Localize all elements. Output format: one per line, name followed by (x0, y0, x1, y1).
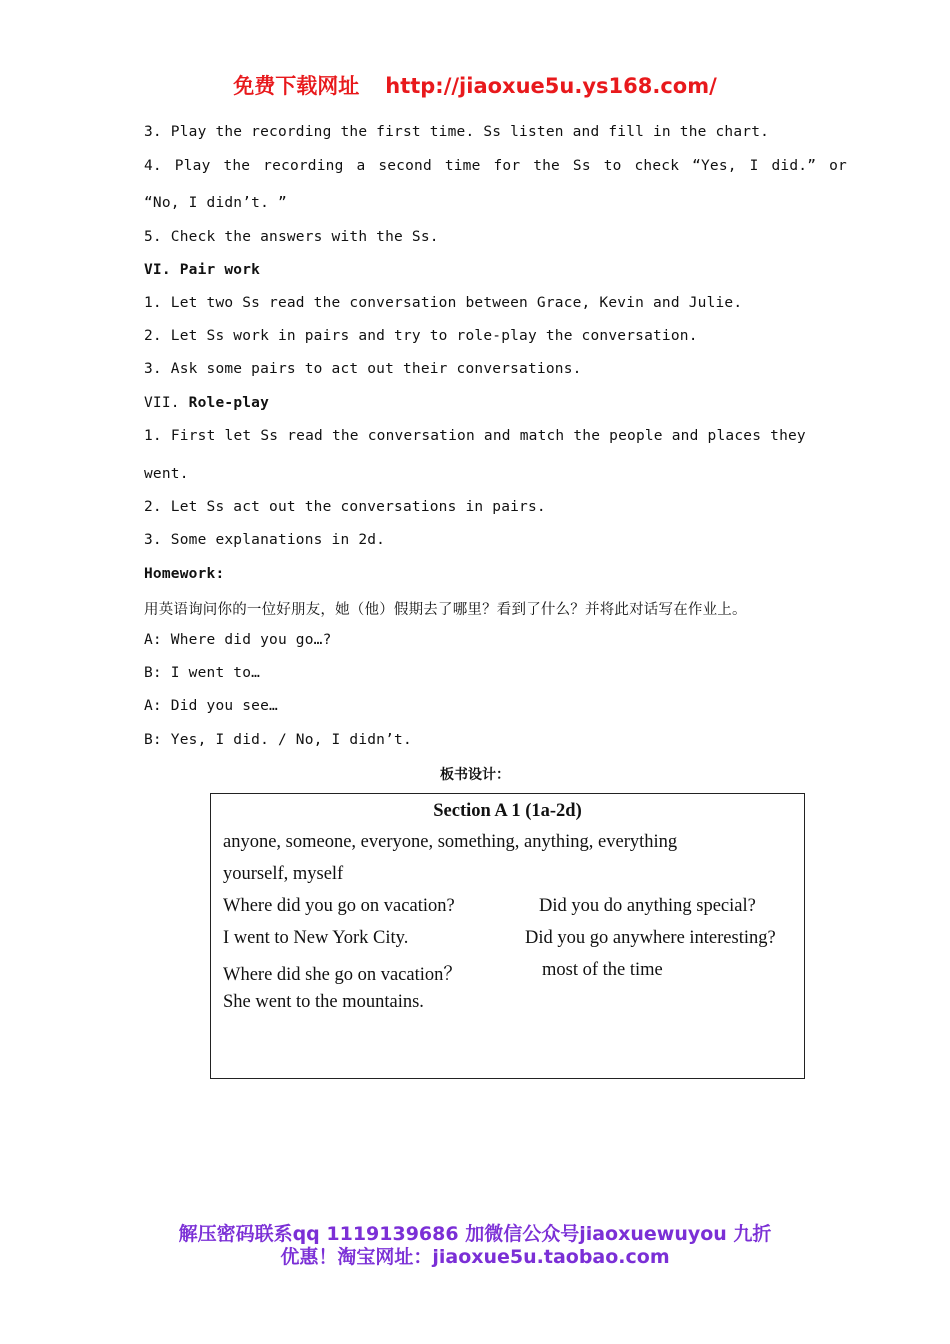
board-left-1: anyone, someone, everyone, something, anything, everything (223, 832, 678, 852)
step-4: 4. Play the recording a second time for the Ss to check “Yes, I did.” or (144, 158, 847, 174)
section-7-item-1 (144, 428, 806, 444)
board-box (210, 793, 805, 1079)
section-7-numeral: VII. (144, 395, 180, 411)
board-left-3: Where did you go on vacation? (223, 896, 455, 916)
header-label: 免费下载网址 (233, 74, 360, 98)
word: they (770, 428, 806, 444)
header-url-link[interactable]: http://jiaoxue5u.ys168.com/ (385, 74, 717, 98)
board-left-4: I went to New York City. (223, 928, 409, 948)
board-right-1: Did you do anything special? (539, 896, 756, 916)
step-5: 5. Check the answers with the Ss. (144, 229, 439, 245)
word: and (671, 428, 699, 444)
word: First (170, 428, 216, 444)
board-heading: 板书设计： (440, 767, 510, 783)
board-right-2: Did you go anywhere interesting? (525, 928, 776, 948)
homework-instruction: 用英语询问你的一位好朋友，她（他）假期去了哪里？看到了什么？并将此对话写在作业上。 (144, 602, 747, 618)
word: conversation (367, 428, 475, 444)
homework-title: Homework: (144, 566, 225, 582)
footer-line-2: 优惠！淘宝网址：jiaoxue5u.taobao.com (280, 1246, 670, 1268)
section-7-item-2: 2. Let Ss act out the conversations in pairs. (144, 499, 546, 515)
word: let (224, 428, 252, 444)
word: places (707, 428, 762, 444)
dialogue-line-1: A: Where did you go…? (144, 632, 332, 648)
board-left-6: She went to the mountains. (223, 992, 424, 1012)
word: people (609, 428, 663, 444)
word: read (287, 428, 323, 444)
footer-line-1: 解压密码联系qq 1119139686 加微信公众号jiaoxuewuyou 九折 (178, 1223, 772, 1245)
section-7-item-3: 3. Some explanations in 2d. (144, 532, 386, 548)
board-left-5: Where did she go on vacation？ (223, 965, 462, 985)
dialogue-line-2: B: I went to… (144, 665, 261, 681)
section-7-title: Role-play (188, 395, 270, 411)
dialogue-line-3: A: Did you see… (144, 698, 278, 714)
step-4-cont: “No, I didn’t. ” (144, 195, 287, 211)
site-header (0, 70, 950, 100)
word: the (331, 428, 359, 444)
word: and (483, 428, 511, 444)
section-6-title: VI. Pair work (144, 262, 261, 278)
word: 1. (144, 428, 162, 444)
dialogue-line-4: B: Yes, I did. / No, I didn’t. (144, 732, 412, 748)
step-3: 3. Play the recording the first time. Ss listen and fill in the chart. (144, 124, 770, 140)
board-left-2: yourself, myself (223, 864, 344, 884)
word: match (519, 428, 565, 444)
board-title: Section A 1 (1a-2d) (433, 801, 582, 821)
section-6-item-3: 3. Ask some pairs to act out their conversations. (144, 361, 582, 377)
word: Ss (260, 428, 279, 444)
section-7-heading (144, 395, 269, 411)
section-6-item-2: 2. Let Ss work in pairs and try to role-play the conversation. (144, 328, 698, 344)
section-6-item-1: 1. Let two Ss read the conversation between Grace, Kevin and Julie. (144, 295, 743, 311)
word: the (573, 428, 601, 444)
section-7-item-1-cont: went. (144, 466, 189, 482)
board-right-3: most of the time (542, 960, 663, 980)
